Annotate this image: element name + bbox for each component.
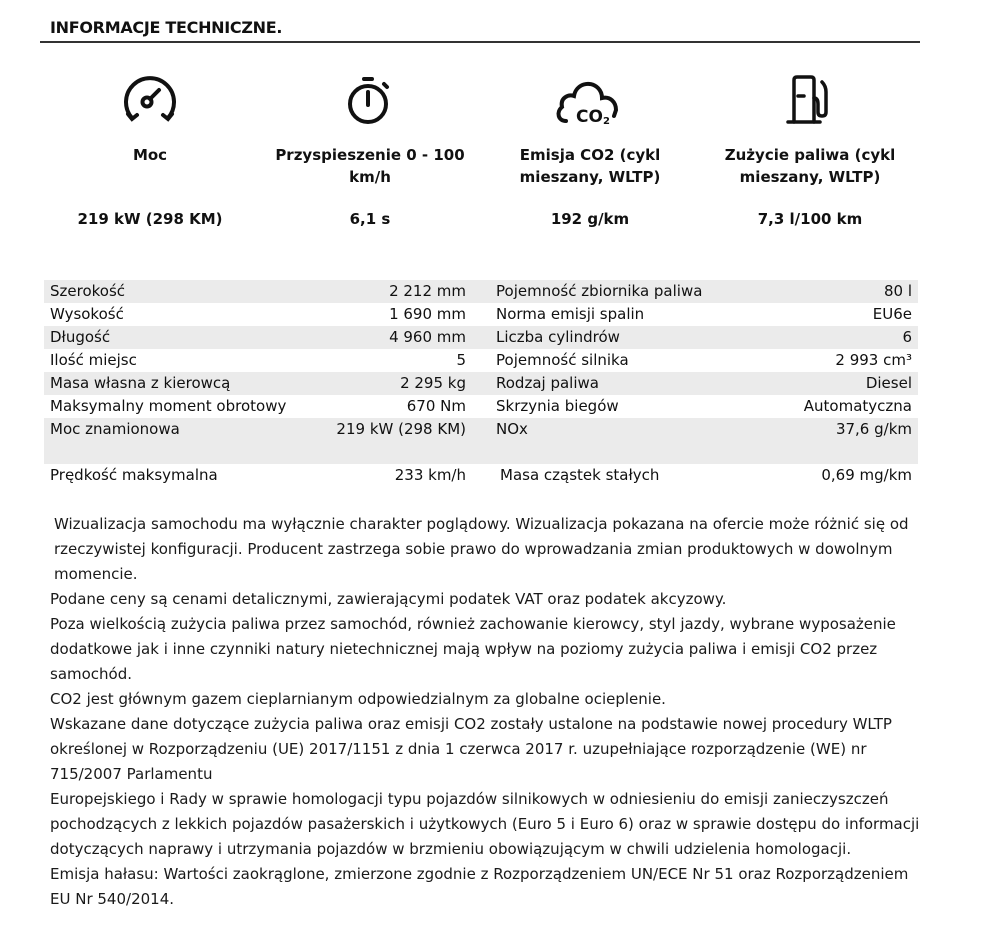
kpi-acceleration xyxy=(260,70,480,228)
spec-label: Pojemność silnika xyxy=(496,351,629,369)
svg-text:2: 2 xyxy=(603,116,610,126)
table-row xyxy=(44,280,918,303)
kpi-label: Przyspieszenie 0 - 100 km/h xyxy=(275,146,465,186)
spec-label: Rodzaj paliwa xyxy=(496,374,599,392)
spec-value: 2 993 cm³ xyxy=(835,351,912,369)
spec-label: Maksymalny moment obrotowy xyxy=(50,397,287,415)
spec-value: 6 xyxy=(902,328,912,346)
spec-label: Szerokość xyxy=(50,282,126,300)
disclaimer-paragraph: Poza wielkością zużycia paliwa przez samochód, również zachowanie kierowcy, styl jazdy, wybrane wyposażenie dodatkowe jak i inne czynniki natury nietechnicznej mają wpływ na poziomy zużycia paliwa i emisji CO2 przez samochód. xyxy=(50,615,896,683)
spec-value: 80 l xyxy=(883,282,912,300)
co2-cloud-icon xyxy=(480,70,700,130)
fuel-pump-icon xyxy=(700,70,920,130)
spec-label: Liczba cylindrów xyxy=(496,328,620,346)
disclaimer-paragraph: Wskazane dane dotyczące zużycia paliwa oraz emisji CO2 zostały ustalone na podstawie nowej procedury WLTP określonej w Rozporządzeniu (UE) 2017/1151 z dnia 1 czerwca 2017 r. uzupełniające rozporządzenie (WE) nr 715/2007 Parlamentu xyxy=(50,715,892,783)
key-figures xyxy=(40,70,920,240)
spec-label: NOx xyxy=(496,420,528,438)
table-row xyxy=(44,464,918,487)
kpi-label: Moc xyxy=(132,146,168,164)
spec-value: EU6e xyxy=(872,305,912,323)
spec-label: Masa własna z kierowcą xyxy=(50,374,231,392)
disclaimer-paragraph: Emisja hałasu: Wartości zaokrąglone, zmierzone zgodnie z Rozporządzeniem UN/ECE Nr 51 oraz Rozporządzeniem EU Nr 540/2014. xyxy=(50,865,909,908)
spec-value: Automatyczna xyxy=(803,397,912,415)
spec-value: 2 295 kg xyxy=(400,374,466,392)
disclaimer-paragraph: CO2 jest głównym gazem cieplarnianym odpowiedzialnym za globalne ocieplenie. xyxy=(50,690,666,708)
kpi-value: 6,1 s xyxy=(349,210,391,228)
spec-label: Ilość miejsc xyxy=(50,351,137,369)
spec-value: 2 212 mm xyxy=(389,282,466,300)
disclaimer-paragraph: Wizualizacja samochodu ma wyłącznie charakter poglądowy. Wizualizacja pokazana na ofercie może różnić się od rzeczywistej konfiguracji. Producent zastrzega sobie prawo do wprowadzania zmian produktowych w dowolnym momencie. xyxy=(54,515,909,583)
table-row xyxy=(44,395,918,418)
kpi-value: 7,3 l/100 km xyxy=(757,210,863,228)
spec-label: Moc znamionowa xyxy=(50,420,180,438)
table-row xyxy=(44,349,918,372)
table-row xyxy=(44,326,918,349)
kpi-label: Emisja CO2 (cykl mieszany, WLTP) xyxy=(519,146,661,186)
disclaimer-paragraph: Podane ceny są cenami detalicznymi, zawierającymi podatek VAT oraz podatek akcyzowy. xyxy=(50,590,727,608)
spec-label: Masa cząstek stałych xyxy=(500,466,660,484)
spec-value: 37,6 g/km xyxy=(835,420,912,438)
kpi-value: 219 kW (298 KM) xyxy=(77,210,223,228)
spec-value: 1 690 mm xyxy=(389,305,466,323)
spec-value: 233 km/h xyxy=(394,466,466,484)
spec-label: Prędkość maksymalna xyxy=(50,466,218,484)
page-title: INFORMACJE TECHNICZNE. xyxy=(50,18,283,37)
table-row xyxy=(44,372,918,395)
spec-label: Skrzynia biegów xyxy=(496,397,619,415)
speedometer-icon xyxy=(40,70,260,130)
spec-value: 4 960 mm xyxy=(389,328,466,346)
svg-text:CO: CO xyxy=(576,107,603,126)
spec-label: Wysokość xyxy=(50,305,124,323)
kpi-power xyxy=(40,70,260,228)
table-row xyxy=(44,418,918,464)
kpi-fuel-consumption xyxy=(700,70,920,228)
spec-value: 219 kW (298 KM) xyxy=(336,420,466,438)
kpi-co2 xyxy=(480,70,700,228)
spec-label: Norma emisji spalin xyxy=(496,305,645,323)
spec-value: Diesel xyxy=(865,374,912,392)
spec-value: 5 xyxy=(456,351,466,369)
kpi-value: 192 g/km xyxy=(550,210,630,228)
disclaimer-paragraph: Europejskiego i Rady w sprawie homologacji typu pojazdów silnikowych w odniesieniu do emisji zanieczyszczeń pochodzących z lekkich pojazdów pasażerskich i użytkowych (Euro 5 i Euro 6) oraz w sprawie dostępu do informacji dotyczących naprawy i utrzymania pojazdów w brzmieniu obowiązującym w chwili udzielenia homologacji. xyxy=(50,790,920,858)
spec-label: Pojemność zbiornika paliwa xyxy=(496,282,703,300)
title-divider xyxy=(40,41,920,43)
kpi-label: Zużycie paliwa (cykl mieszany, WLTP) xyxy=(724,146,896,186)
spec-value: 0,69 mg/km xyxy=(821,466,912,484)
spec-table xyxy=(44,280,918,487)
spec-value: 670 Nm xyxy=(406,397,466,415)
stopwatch-icon xyxy=(260,70,480,130)
disclaimer-text xyxy=(50,512,930,912)
spec-label: Długość xyxy=(50,328,111,346)
table-row xyxy=(44,303,918,326)
